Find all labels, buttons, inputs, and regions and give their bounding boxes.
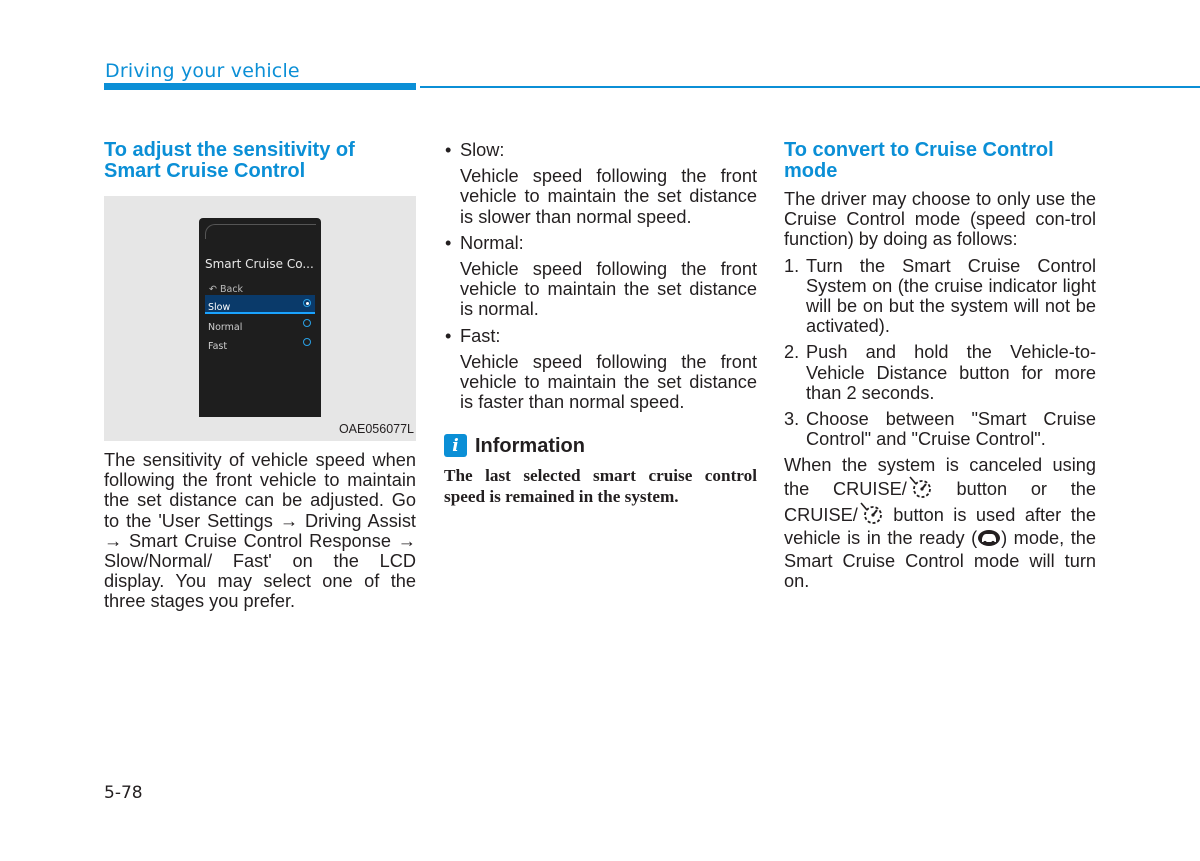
middle-column bbox=[444, 140, 757, 507]
header-rule-thick bbox=[104, 83, 416, 90]
closing-text-1: When the system is canceled using the CRUISE/ bbox=[784, 455, 1096, 499]
convert-steps bbox=[784, 256, 1096, 450]
screen-title: Smart Cruise Co... bbox=[205, 257, 314, 271]
sensitivity-paragraph: The sensitivity of vehicle speed when following the front vehicle to maintain the set distance can be adjusted. Go to the 'User Settings → Driving Assist → Smart Cruise Control Response → Slow/Normal/ Fast' on the LCD display. You may select one of the three stages you prefer. bbox=[104, 450, 416, 612]
page-number: 5-78 bbox=[104, 783, 143, 803]
bullet-label: Slow: bbox=[460, 140, 505, 160]
radio-icon bbox=[303, 299, 311, 307]
screen-back-label: Back bbox=[220, 284, 244, 295]
right-column bbox=[784, 140, 1096, 592]
radio-icon bbox=[303, 338, 311, 346]
radio-icon bbox=[303, 319, 311, 327]
list-item bbox=[444, 233, 757, 320]
list-item bbox=[784, 256, 1096, 337]
convert-intro: The driver may choose to only use the Cruise Control mode (speed con-trol function) by doing as follows: bbox=[784, 189, 1096, 250]
step-number: 3. bbox=[784, 409, 800, 430]
list-item bbox=[784, 342, 1096, 403]
step-text: Push and hold the Vehicle-to-Vehicle Distance button for more than 2 seconds. bbox=[806, 342, 1096, 403]
left-column bbox=[104, 140, 416, 612]
sensitivity-options-list bbox=[444, 140, 757, 412]
list-item bbox=[444, 140, 757, 227]
screen-option-label: Slow bbox=[208, 302, 231, 313]
closing-text-2: button or the CRUISE/ bbox=[784, 478, 1097, 525]
information-header bbox=[444, 434, 757, 457]
bullet-desc: Vehicle speed following the front vehicle to maintain the set distance is faster than normal speed. bbox=[460, 351, 757, 413]
list-item bbox=[784, 409, 1096, 449]
convert-closing bbox=[784, 455, 1096, 591]
bullet-desc: Vehicle speed following the front vehicle to maintain the set distance is slower than normal speed. bbox=[460, 166, 757, 227]
information-body: The last selected smart cruise control speed is remained in the system. bbox=[444, 466, 757, 507]
sensitivity-heading: To adjust the sensitivity of Smart Cruise Control bbox=[104, 139, 355, 182]
step-number: 2. bbox=[784, 342, 800, 363]
bullet-label: Normal: bbox=[460, 232, 524, 253]
header-rule-thin bbox=[420, 86, 1200, 88]
step-text: Turn the Smart Cruise Control System on (the cruise indicator light will be on but the system will not be activated). bbox=[806, 255, 1096, 337]
information-title: Information bbox=[475, 434, 585, 457]
closing-text-3: button is used after the vehicle is in the ready ( bbox=[784, 504, 1096, 549]
screen-arc bbox=[205, 224, 316, 239]
screen-option-normal bbox=[205, 315, 315, 332]
lcd-screen bbox=[199, 218, 321, 417]
screen-option-slow bbox=[205, 295, 315, 314]
cruise-speedometer-icon bbox=[907, 476, 933, 502]
back-arrow-icon: ↶ bbox=[209, 284, 217, 295]
convert-heading: To convert to Cruise Control mode bbox=[784, 139, 1054, 182]
screen-option-fast bbox=[205, 334, 315, 351]
cruise-speedometer-icon bbox=[858, 502, 884, 528]
step-text: Choose between "Smart Cruise Control" and "Cruise Control". bbox=[806, 409, 1096, 450]
list-item bbox=[444, 326, 757, 413]
bullet-label: Fast: bbox=[460, 325, 501, 346]
screen-option-label: Fast bbox=[208, 341, 228, 352]
info-icon: i bbox=[444, 434, 467, 457]
section-title: Driving your vehicle bbox=[105, 60, 300, 82]
screen-option-label: Normal bbox=[208, 322, 243, 333]
car-ready-icon bbox=[977, 529, 1001, 551]
closing-text-4: ) mode, the Smart Cruise Control mode will turn on. bbox=[784, 528, 1096, 592]
bullet-desc: Vehicle speed following the front vehicle to maintain the set distance is normal. bbox=[460, 259, 757, 320]
step-number: 1. bbox=[784, 255, 800, 276]
lcd-figure bbox=[104, 196, 416, 441]
figure-code: OAE056077L bbox=[338, 421, 414, 436]
